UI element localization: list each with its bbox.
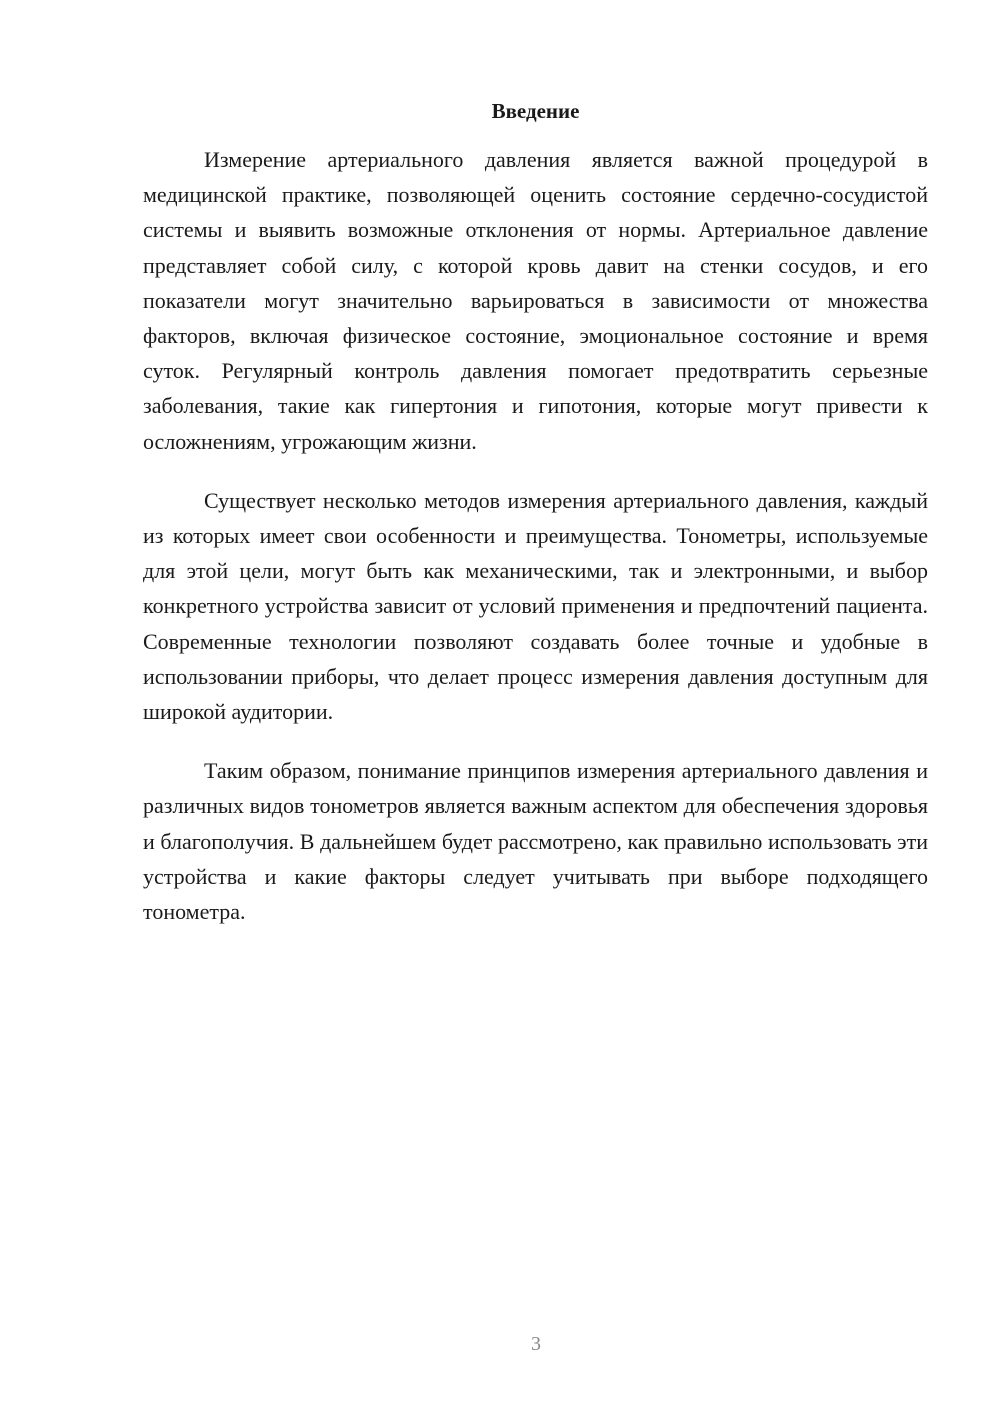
section-heading: Введение: [491, 99, 580, 123]
paragraph-methods: Существует несколько методов измерения артериального давления, каждый из которых имеет свои особенности и преимущества. Тонометры, используемые для этой цели, могут быть как механическими, так и электронными, и выбор конкретного устройства зависит от условий применения и предпочтений пациента. Современные технологии позволяют создавать более точные и удобные в использовании приборы, что делает процесс измерения давления доступным для широкой аудитории.: [143, 487, 928, 725]
paragraph-introduction: Измерение артериального давления является важной процедурой в медицинской практике, позволяющей оценить состояние сердечно-сосудистой системы и выявить возможные отклонения от нормы. Артериальное давление представляет собой силу, с которой кровь давит на стенки сосудов, и его показатели могут значительно варьироваться в зависимости от множества факторов, включая физическое состояние, эмоциональное состояние и время суток. Регулярный контроль давления помогает предотвратить серьезные заболевания, такие как гипертония и гипотония, которые могут привести к осложнениям, угрожающим жизни.: [143, 147, 928, 454]
body-text: [143, 142, 928, 953]
paragraph-conclusion: Таким образом, понимание принципов измерения артериального давления и различных видов тонометров является важным аспектом для обеспечения здоровья и благополучия. В дальнейшем будет рассмотрено, как правильно использовать эти устройства и какие факторы следует учитывать при выборе подходящего тонометра.: [143, 758, 928, 925]
page-number: 3: [531, 1333, 541, 1355]
